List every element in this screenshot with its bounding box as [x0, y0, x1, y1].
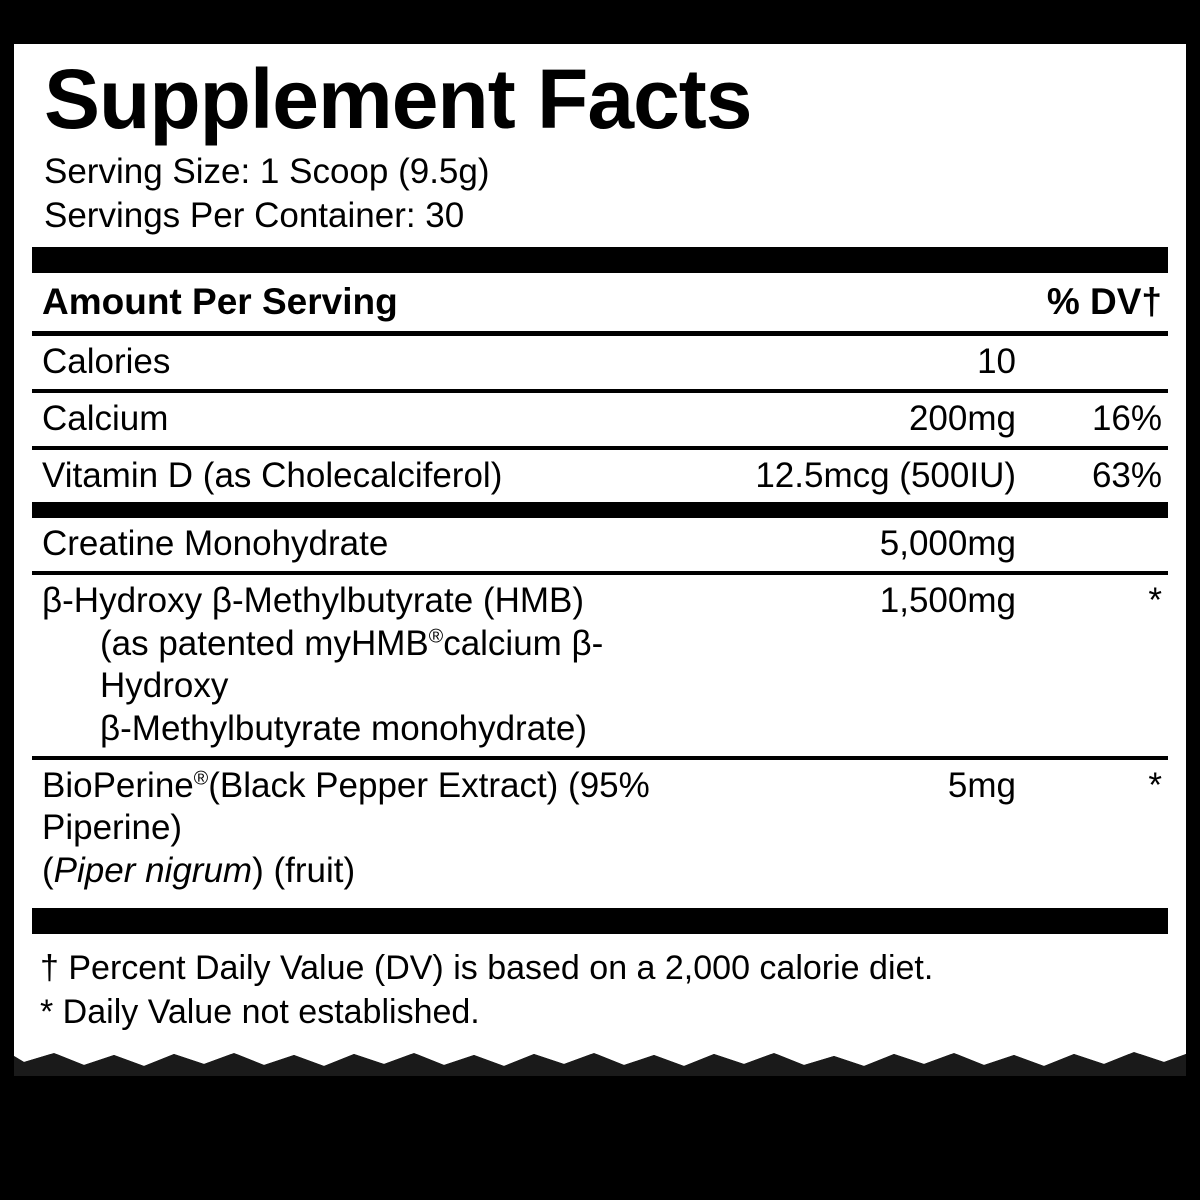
nutrient-amount: 10 — [977, 342, 1016, 382]
nutrient-dv: 16% — [1091, 398, 1162, 438]
nutrient-name: Calcium — [42, 398, 169, 438]
servings-per-container: Servings Per Container: 30 — [44, 195, 465, 235]
bioperine-sub-pre: ( — [42, 851, 54, 891]
footnote-not-established: * Daily Value not established. — [40, 992, 480, 1031]
table-row — [32, 336, 1168, 389]
bioperine-label-b: (Black Pepper Extract) (95% Piperine) — [42, 765, 650, 848]
footnote-daily-value: † Percent Daily Value (DV) is based on a 2,000 calorie diet. — [40, 948, 934, 987]
table-row — [32, 393, 1168, 446]
table-row — [32, 518, 1168, 571]
nutrient-dv: * — [1148, 765, 1162, 805]
nutrient-dv: * — [1148, 580, 1162, 620]
hmb-sub-text-a: (as patented myHMB — [100, 623, 429, 663]
nutrient-name: Vitamin D (as Cholecalciferol) — [42, 455, 503, 495]
footnotes — [40, 946, 1168, 1034]
hmb-label: β-Hydroxy β-Methylbutyrate (HMB) — [42, 580, 585, 620]
table-row — [32, 575, 1168, 756]
bioperine-sub-line — [42, 850, 686, 893]
hmb-sub-line-1 — [42, 623, 686, 708]
divider-thick-middle — [32, 502, 1168, 518]
table-header-row — [32, 273, 1168, 331]
divider-thick-top — [32, 247, 1168, 273]
nutrient-name-bioperine — [32, 765, 686, 893]
registered-icon: ® — [193, 767, 209, 790]
divider-thick-bottom — [32, 908, 1168, 934]
page-title: Supplement Facts — [44, 52, 752, 146]
nutrient-amount: 200mg — [908, 398, 1016, 438]
table-row — [32, 450, 1168, 503]
nutrient-amount: 5,000mg — [879, 524, 1016, 564]
registered-icon: ® — [428, 625, 444, 647]
nutrient-name-hmb — [32, 580, 686, 751]
torn-edge-decoration — [14, 1040, 1186, 1080]
bioperine-sub-post: ) (fruit) — [252, 851, 356, 891]
bioperine-label-a: BioPerine — [42, 765, 194, 805]
amount-per-serving-header: Amount Per Serving — [42, 281, 398, 323]
bottom-black-band — [14, 1076, 1186, 1094]
nutrient-dv: 63% — [1091, 455, 1162, 495]
supplement-facts-panel — [14, 44, 1186, 1054]
nutrient-name: Calories — [42, 342, 171, 382]
nutrient-name: Creatine Monohydrate — [42, 524, 389, 564]
table-row — [32, 760, 1168, 898]
hmb-sub-text-b: calcium β-Hydroxy — [100, 623, 604, 706]
serving-size: Serving Size: 1 Scoop (9.5g) — [44, 152, 490, 192]
nutrient-amount: 1,500mg — [879, 580, 1016, 620]
bioperine-botanical-name: Piper nigrum — [53, 851, 253, 891]
hmb-sub-line-2: β-Methylbutyrate monohydrate) — [100, 709, 588, 749]
nutrient-amount: 12.5mcg (500IU) — [755, 455, 1016, 495]
dv-header: % DV† — [1046, 281, 1162, 323]
nutrient-amount: 5mg — [947, 765, 1016, 805]
serving-info — [44, 150, 1168, 237]
